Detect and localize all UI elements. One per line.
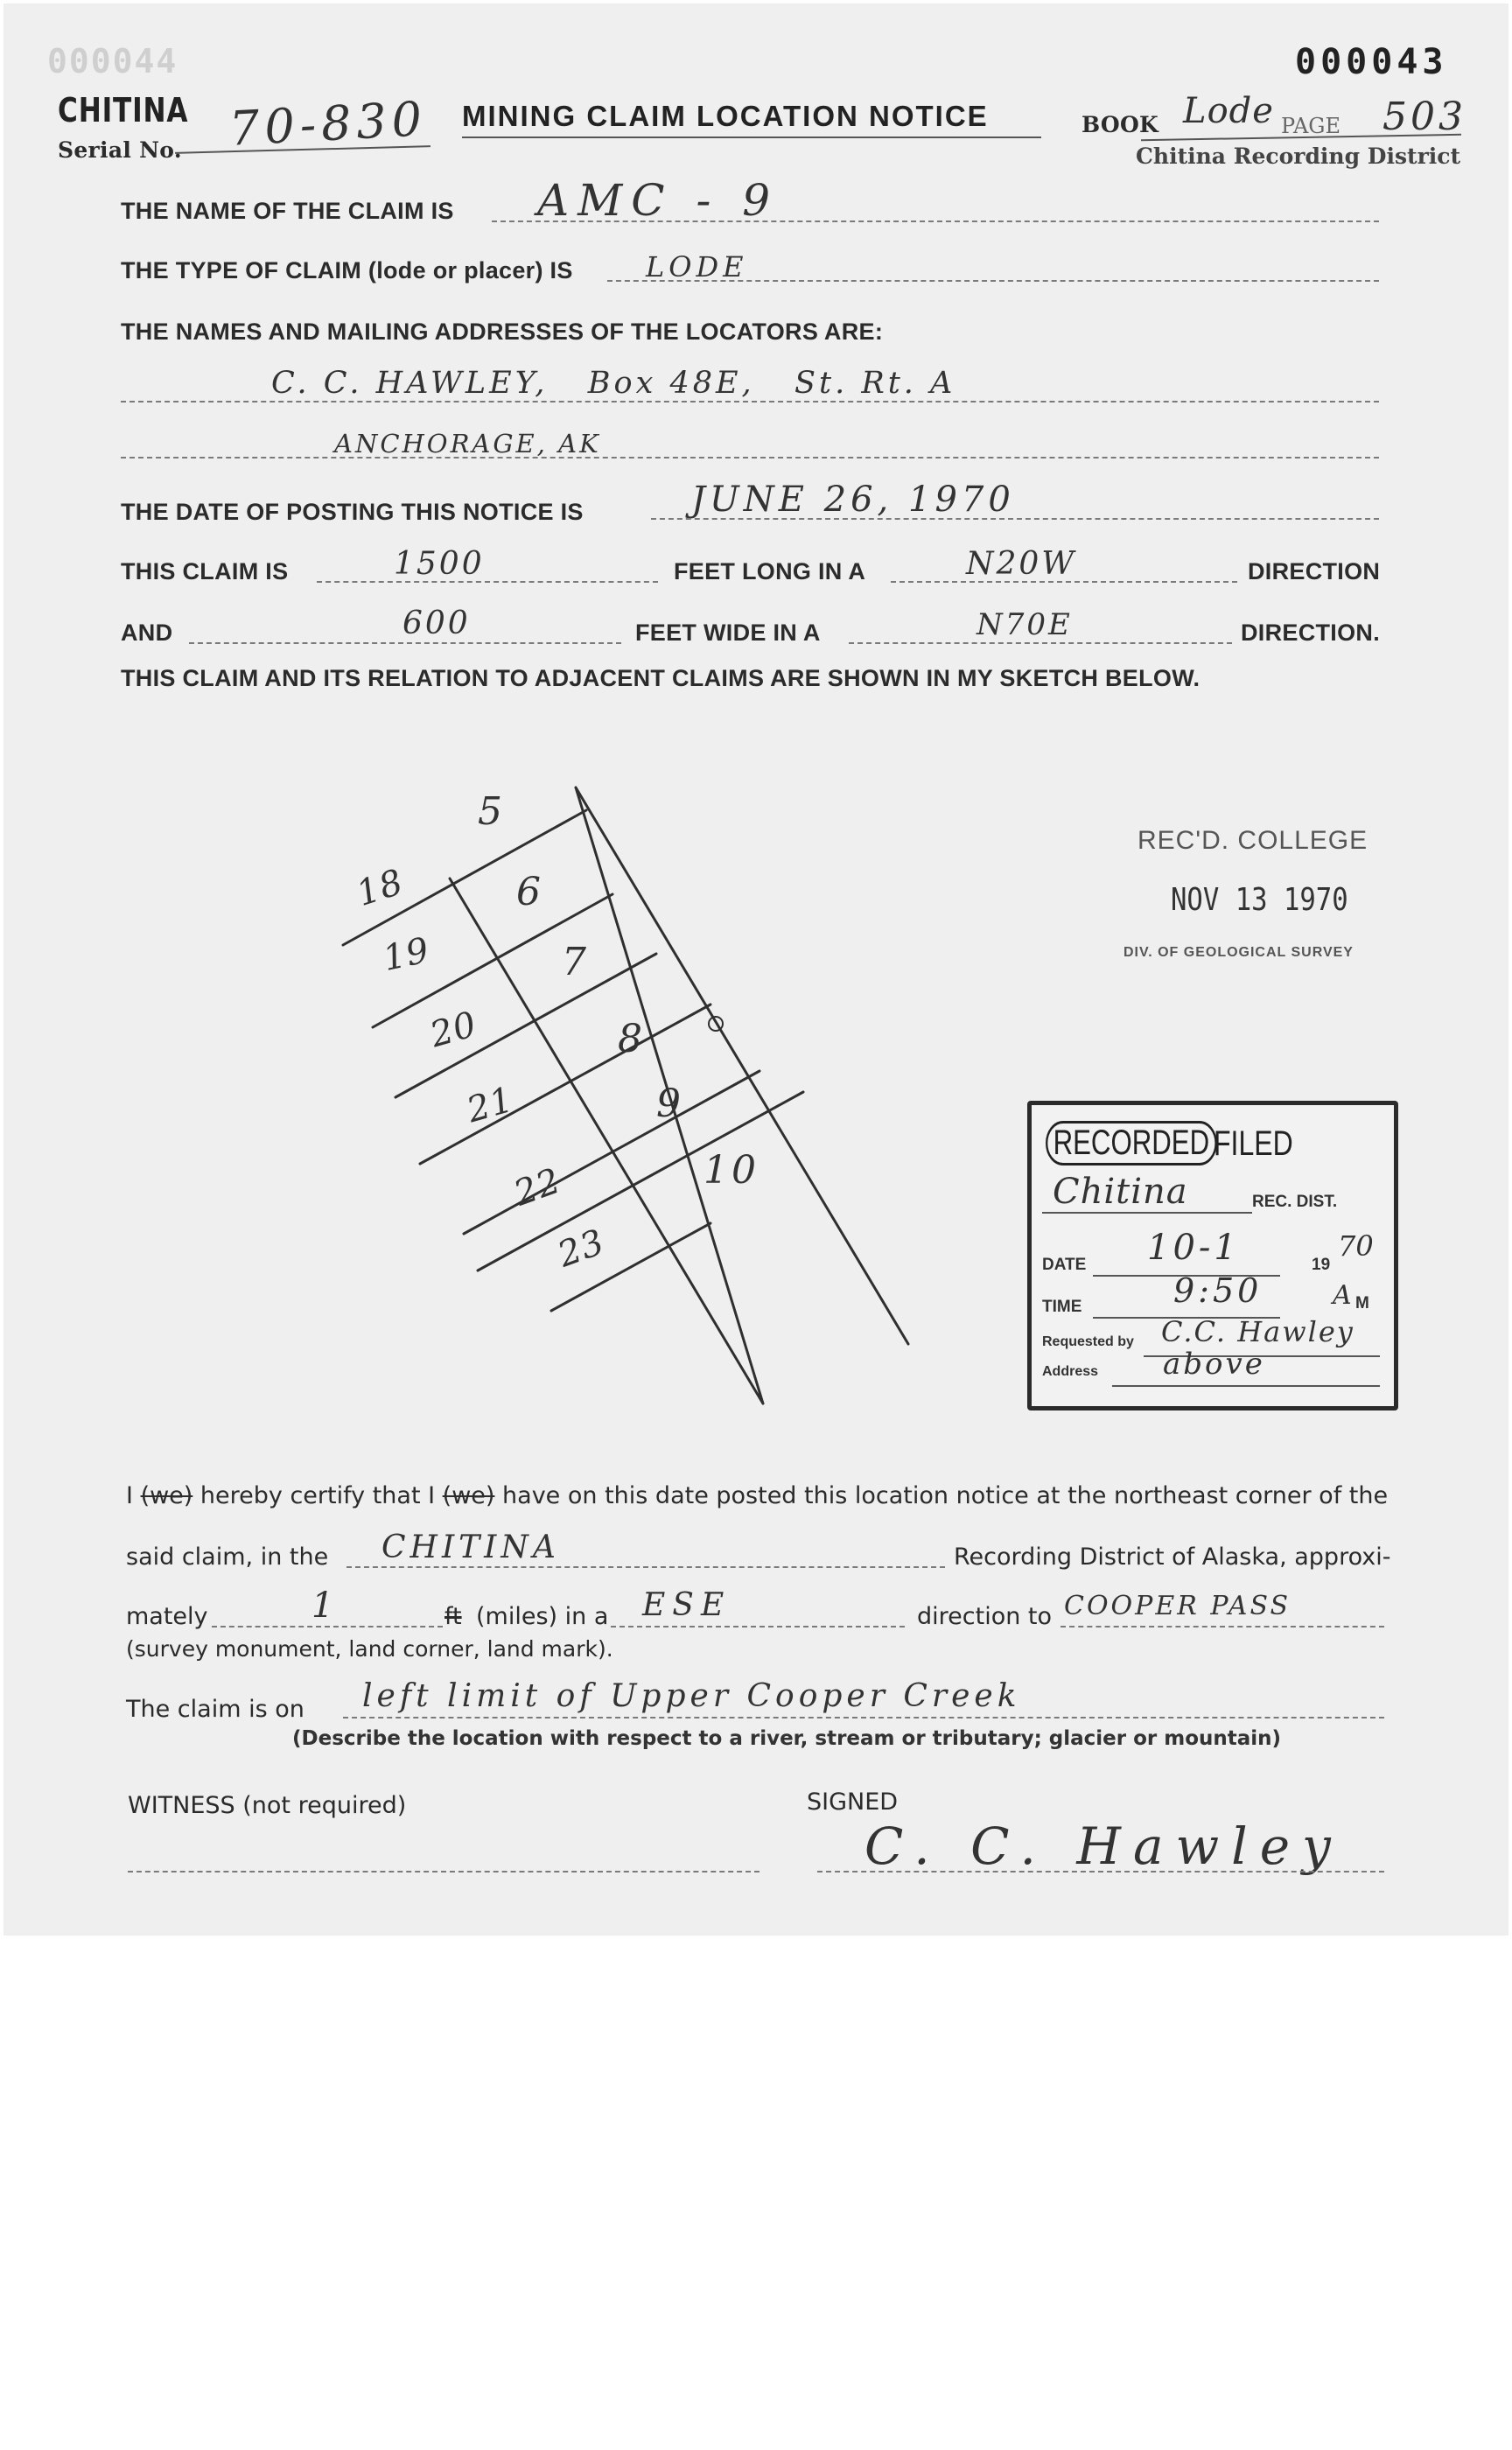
sketch-claim-8: 8 [618, 1017, 646, 1061]
locator-line-1: C. C. HAWLEY, Box 48E, St. Rt. A [271, 366, 956, 401]
signature: C. C. Hawley [864, 1816, 1343, 1876]
cert-location-value: left limit of Upper Cooper Creek [362, 1678, 1021, 1714]
stamp-requested-label: Requested by [1042, 1334, 1134, 1349]
claim-type-label: THE TYPE OF CLAIM (lode or placer) IS [121, 257, 573, 284]
stamp-address-line [1112, 1385, 1380, 1387]
width-value: 600 [402, 606, 471, 641]
sketch-claim-19: 19 [379, 930, 434, 979]
cert-direction-to-label: direction to [917, 1603, 1053, 1630]
stamp-requested-value: C.C. Hawley [1161, 1315, 1354, 1348]
serial-number: 70-830 [228, 91, 429, 157]
cert-recording-district-label: Recording District of Alaska, approxi- [954, 1544, 1391, 1571]
cert-district-line [346, 1566, 945, 1568]
stamp-year-prefix: 19 [1312, 1256, 1331, 1274]
cert-miles-label: (miles) in a [476, 1603, 609, 1630]
feet-long-label: FEET LONG IN A [674, 558, 866, 584]
cert-direction-value: ESE [642, 1587, 732, 1623]
cert-landmark-line [1060, 1626, 1384, 1628]
sketch-right-boundary [576, 788, 908, 1344]
length-direction-line [891, 581, 1237, 583]
length-direction: N20W [966, 546, 1077, 582]
claim-type-value: LODE [646, 250, 748, 284]
stamp-address-value: above [1163, 1347, 1265, 1382]
stamp-date-value: 10-1 [1147, 1228, 1240, 1268]
book-label: BOOK [1082, 112, 1159, 137]
width-direction-line [849, 642, 1232, 644]
feet-wide-label: FEET WIDE IN A [635, 620, 821, 646]
cert-distance-line [212, 1626, 443, 1628]
received-stamp-date: NOV 13 1970 [1171, 882, 1348, 918]
received-stamp-line3: DIV. OF GEOLOGICAL SURVEY [1124, 945, 1354, 960]
direction-label-1: DIRECTION [1248, 558, 1381, 584]
stamp-district-value: Chitina [1053, 1172, 1188, 1212]
posting-date-label: THE DATE OF POSTING THIS NOTICE IS [121, 499, 584, 525]
locator-line-2-rule [121, 457, 1379, 458]
sketch-claim-22: 22 [508, 1160, 567, 1214]
received-stamp-line1: REC'D. COLLEGE [1138, 826, 1368, 855]
claim-name-label: THE NAME OF THE CLAIM IS [121, 198, 454, 224]
cert-line-1 [126, 1482, 1388, 1509]
signed-label: SIGNED [807, 1788, 899, 1816]
rec-dist-label: REC. DIST. [1252, 1193, 1338, 1211]
stamp-district-line [1042, 1212, 1252, 1214]
locator-line-2: ANCHORAGE, AK [334, 429, 601, 458]
posting-date-line [651, 518, 1379, 520]
signature-line [817, 1871, 1384, 1872]
cert-direction-line [611, 1626, 905, 1628]
sketch-claim-10: 10 [704, 1148, 760, 1193]
district-label: CHITINA [58, 91, 189, 130]
serial-label: Serial No. [58, 137, 182, 163]
cert-distance-value: 1 [312, 1586, 338, 1626]
cert-ft-struck: ft [444, 1603, 462, 1630]
notice-sheet [4, 4, 1508, 1936]
sketch-claim-20: 20 [425, 1004, 482, 1056]
page-label: PAGE [1281, 114, 1340, 138]
filed-label: FILED [1214, 1124, 1293, 1163]
claim-name-line [492, 220, 1379, 222]
form-title: MINING CLAIM LOCATION NOTICE [462, 100, 989, 132]
stamp-ampm-value: A [1333, 1280, 1355, 1311]
document-number: 000043 [1295, 42, 1448, 82]
stamp-year-value: 70 [1338, 1229, 1374, 1263]
length-value: 1500 [394, 546, 485, 582]
book-value: Lode [1183, 91, 1274, 131]
sketch-claim-18: 18 [352, 861, 409, 915]
sketch-claim-23: 23 [552, 1222, 611, 1276]
cert-location-line [343, 1717, 1384, 1718]
cert-we-struck-2: (we) [442, 1482, 495, 1509]
cert-text-1: hereby certify that I [200, 1482, 436, 1509]
sketch-claim-6: 6 [516, 870, 544, 914]
claim-type-line [607, 280, 1379, 282]
width-direction: N70E [976, 607, 1073, 642]
faded-document-number: 000044 [47, 42, 178, 80]
recorded-filed-stamp [1027, 1101, 1398, 1410]
stamp-m-label: M [1355, 1294, 1369, 1312]
witness-label: WITNESS (not required) [128, 1792, 407, 1819]
title-underline [462, 136, 1041, 138]
cert-location-label: The claim is on [126, 1696, 304, 1723]
sketch-claim-7: 7 [562, 940, 590, 984]
sketch-claim-9: 9 [656, 1082, 684, 1126]
stamp-time-value: 9:50 [1173, 1271, 1263, 1310]
and-label: AND [121, 620, 173, 646]
locator-line-1-rule [121, 401, 1379, 402]
sketch-claim-21: 21 [462, 1079, 519, 1131]
direction-label-2: DIRECTION. [1241, 620, 1381, 646]
cert-mately-label: mately [126, 1603, 208, 1630]
stamp-address-label: Address [1042, 1364, 1099, 1379]
witness-line [128, 1871, 760, 1872]
page-value: 503 [1382, 94, 1466, 139]
cert-landmark-hint: (survey monument, land corner, land mark). [126, 1636, 613, 1662]
stamp-date-label: DATE [1042, 1256, 1087, 1274]
stamp-time-label: TIME [1042, 1298, 1082, 1316]
cert-said-claim-label: said claim, in the [126, 1544, 329, 1571]
length-label: THIS CLAIM IS [121, 558, 289, 584]
locators-label: THE NAMES AND MAILING ADDRESSES OF THE LOCATORS ARE: [121, 318, 884, 345]
claim-sketch [327, 774, 922, 1421]
recorded-label: RECORDED [1046, 1121, 1217, 1166]
cert-text-2: have on this date posted this location notice at the northeast corner of the [502, 1482, 1389, 1509]
claim-name-value: AMC - 9 [537, 175, 780, 226]
cert-location-hint: (Describe the location with respect to a river, stream or tributary; glacier or mountain) [292, 1727, 1282, 1750]
sketch-claim-5: 5 [478, 789, 506, 834]
recording-district: Chitina Recording District [1136, 144, 1461, 169]
sketch-instruction: THIS CLAIM AND ITS RELATION TO ADJACENT CLAIMS ARE SHOWN IN MY SKETCH BELOW. [121, 665, 1200, 691]
cert-we-struck-1: (we) [140, 1482, 193, 1509]
cert-i-label: I [126, 1482, 133, 1509]
length-line [317, 581, 658, 583]
posting-date-value: JUNE 26, 1970 [691, 480, 1015, 520]
cert-district-value: CHITINA [382, 1530, 560, 1565]
width-line [189, 642, 621, 644]
cert-landmark-value: COOPER PASS [1064, 1591, 1292, 1621]
